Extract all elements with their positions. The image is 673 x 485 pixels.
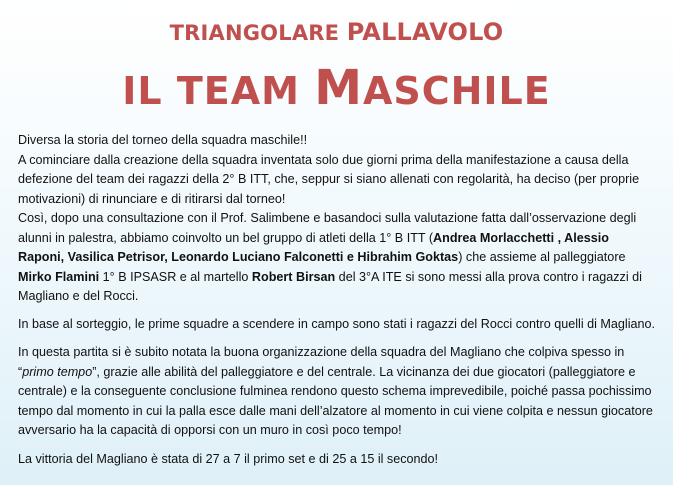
- title-part-a: IL TEAM: [122, 69, 315, 113]
- primo-tempo-term: primo tempo: [22, 364, 93, 379]
- partita-text-b: ”, grazie alle abilità del palleggiatore e del centrale. La vicinanza dei due giocatori (palleggiatore e centrale) e la conseguente conclusione fulminea rendono questo schema imprevedibile, poiché passa pochissimo tempo dal momento in cui la palla esce dalle mani dell’alzatore al momento in cui viene colpita e nessun giocatore avversario ha la capacità di opporsi con un muro in così poco tempo!: [18, 364, 653, 437]
- setter-name: Mirko Flamini: [18, 269, 100, 284]
- supertitle: [0, 18, 673, 46]
- risultato-text: La vittoria del Magliano è stata di 27 a 7 il primo set e di 25 a 15 il secondo!: [18, 451, 439, 466]
- page-title: [0, 60, 673, 116]
- sorteggio-text: In base al sorteggio, le prime squadre a scendere in campo sono stati i ragazzi del Rocci contro quelli di Magliano.: [18, 316, 656, 331]
- supertitle-part-a: TRIANGOLARE: [169, 21, 347, 45]
- title-capital: M: [314, 60, 363, 116]
- intro-line: Diversa la storia del torneo della squadra maschile!!: [18, 133, 308, 147]
- hitter-name: Robert Birsan: [251, 269, 336, 284]
- paragraph-intro: [18, 131, 658, 307]
- team-creation-text: A cominciare dalla creazione della squadra inventata solo due giorni prima della manifestazione a causa della defezione del team dei ragazzi della 2° B ITT, che, seppur si siano allenati con regolarità, ha deciso (per proprie motivazioni) di rinunciare e di ritirarsi dal torneo!: [18, 152, 640, 206]
- paragraph-risultato: [18, 450, 658, 470]
- partita-text-a: In questa partita si è subito notata la buona organizzazione della squadra del Magliano che colpiva spesso in “: [18, 345, 625, 379]
- title-rest: ASCHILE: [362, 69, 551, 113]
- supertitle-part-b: PALLAVOLO: [346, 18, 504, 46]
- article-body: [18, 131, 658, 469]
- coinvolgimento-text-d: del 3°A ITE si sono messi alla prova contro i ragazzi di Magliano e del Rocci.: [18, 269, 642, 303]
- coinvolgimento-text: Così, dopo una consultazione con il Prof. Salimbene e basandoci sulla valutazione fatta dall’osservazione degli alunni in palestra, abbiamo coinvolto un bel gruppo di atleti della 1° B ITT (: [18, 211, 637, 245]
- coinvolgimento-text-b: ) che assieme al palleggiatore: [458, 250, 626, 264]
- player-names: Andrea Morlacchetti , Alessio Raponi, Vasilica Petrisor, Leonardo Luciano Falconetti e Hibrahim Goktas: [18, 230, 609, 264]
- coinvolgimento-text-c: 1° B IPSASR e al martello: [99, 269, 252, 284]
- paragraph-sorteggio: [18, 315, 658, 335]
- paragraph-partita: [18, 343, 658, 441]
